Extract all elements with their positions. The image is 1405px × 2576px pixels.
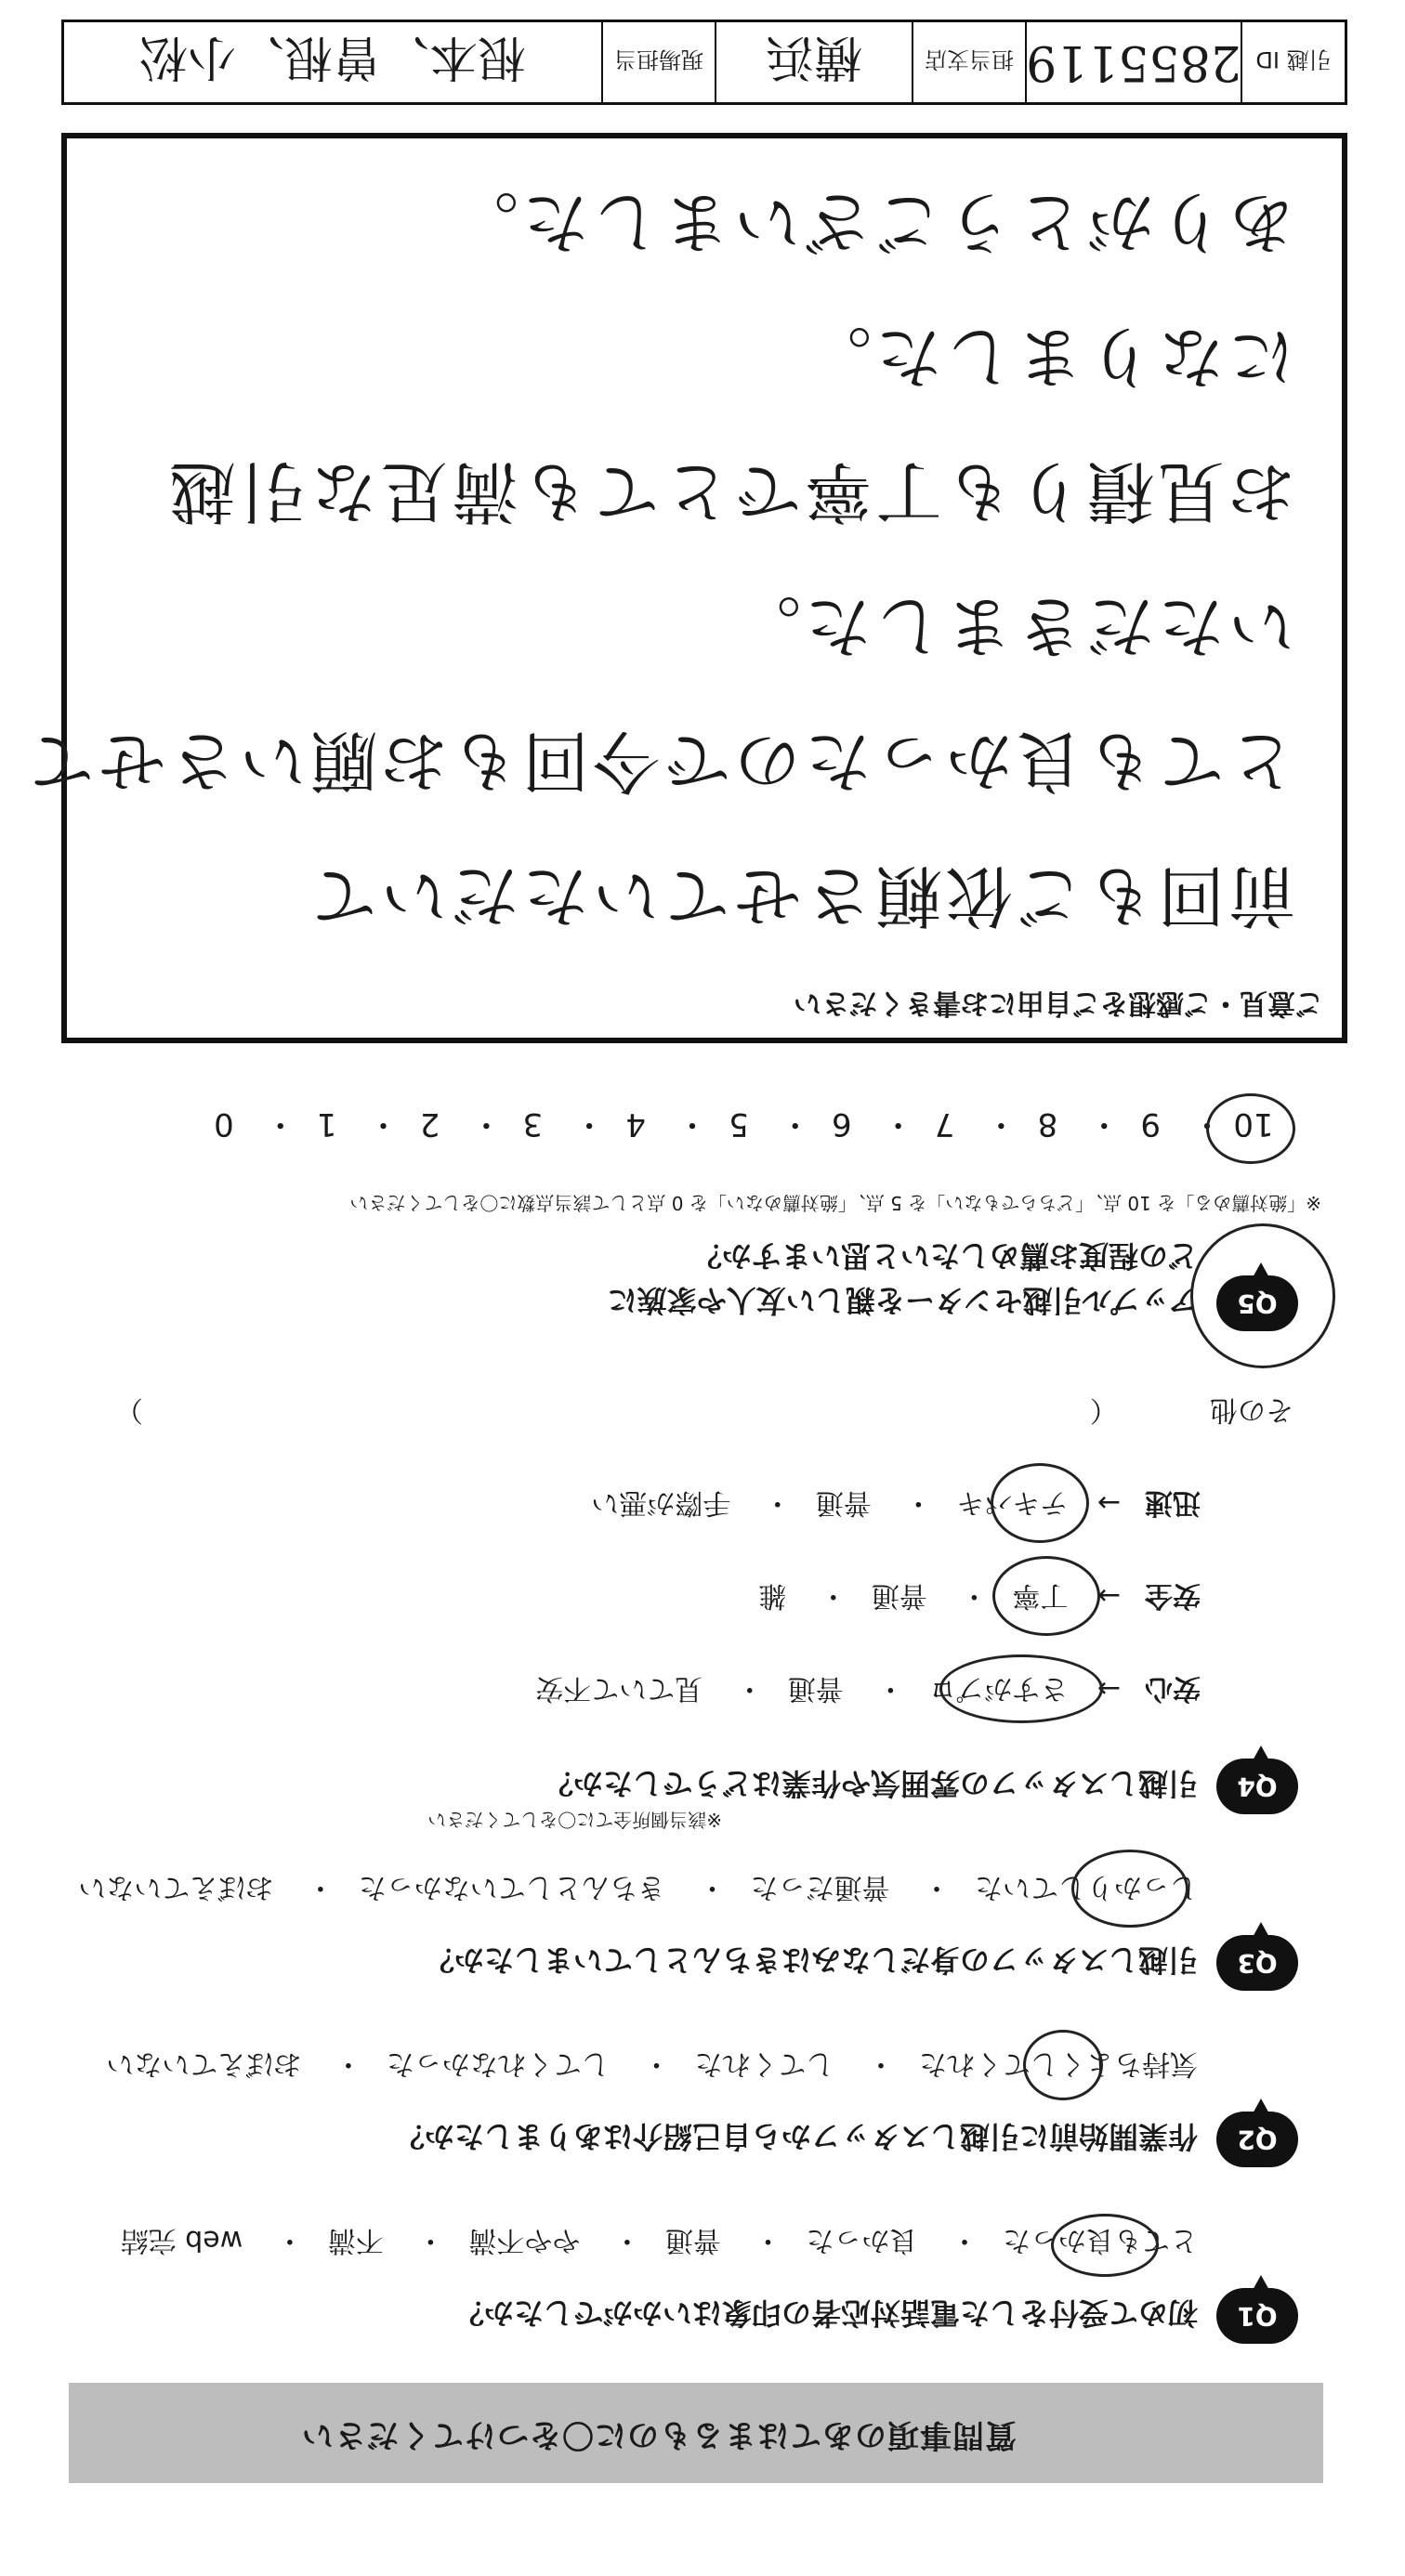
scale-point[interactable]: 3 (522, 1105, 544, 1143)
q2-options: 気持ちよくしてくれた・ してくれた・ してくれなかった・ おぼえていない (106, 2046, 1198, 2087)
q1-option[interactable]: とても良かった (1003, 2224, 1198, 2256)
arrow-icon: → (1096, 1579, 1121, 1612)
staff-value: 根本、曽根、小松 (139, 29, 527, 85)
q1-option[interactable]: web 完結 (120, 2224, 243, 2256)
q2-selection-circle (1023, 2030, 1103, 2100)
q3-text: 引越しスタッフの身だしなみはきちんとしていましたか？ (424, 1942, 1198, 1978)
q5-text-line2: どの程度お薦めしたいと思いますか？ (691, 1238, 1198, 1274)
comment-line: お見積りも丁寧でとても満足な引越 (164, 452, 1295, 530)
comment-title: ご意見・ご感想をご自由にお書きください (794, 987, 1323, 1019)
q4-row-label: 迅速 (1145, 1486, 1201, 1519)
scale-point[interactable]: 0 (214, 1105, 234, 1143)
q4-other-label: その他 (1210, 1393, 1293, 1426)
q3-option[interactable]: 普通だった (750, 1871, 890, 1903)
q4-text: 引越しスタッフの雰囲気や作業はどうでしたか？ (543, 1766, 1198, 1801)
q5-note: ※「絶対薦める」を 10 点、「どちらでもない」を 5 点、「絶対薦めない」を 0 点として該当点数に〇をしてください (349, 1192, 1321, 1214)
q1-option[interactable]: やや不満 (468, 2224, 581, 2256)
q4-jinsoku-selection-circle (991, 1463, 1089, 1543)
scale-point[interactable]: 1 (316, 1105, 337, 1143)
comment-line: いただきました。 (729, 587, 1295, 665)
comment-line: になりました。 (800, 318, 1295, 396)
q4-option[interactable]: 手際が悪い (591, 1486, 731, 1519)
q3-selection-circle (1071, 1850, 1188, 1928)
q4-option[interactable]: 見ていて不安 (535, 1672, 703, 1705)
q4-other-open: （ (1089, 1393, 1118, 1426)
q4-row-label: 安全 (1145, 1579, 1201, 1612)
q1-options: とても良かった・ 良かった・ 普通・ やや不満・ 不満・ web 完結 (121, 2223, 1198, 2264)
arrow-icon: → (1096, 1486, 1121, 1519)
q3-option[interactable]: おぼえていない (78, 1871, 274, 1903)
q1-option[interactable]: 普通 (664, 2224, 721, 2256)
branch-value: 横浜 (715, 22, 912, 102)
q4-row-anzen: 安全→ 丁寧・ 普通・ 雑 (758, 1578, 1201, 1619)
q2-option[interactable]: 気持ちよくしてくれた (919, 2047, 1198, 2080)
footer-table (61, 20, 1347, 105)
q4-option[interactable]: 雑 (758, 1579, 787, 1612)
scale-point[interactable]: 7 (934, 1105, 955, 1143)
comment-box[interactable] (23, 133, 1347, 1043)
q4-other-close: ） (114, 1393, 143, 1426)
header-band-text: 質問事項のあてはまるものに〇をつけてください (301, 2416, 1017, 2453)
q3-options: しっかりしていた・ 普通だった・ きちんとしていなかった・ おぼえていない (78, 1870, 1198, 1911)
q5-selection-circle (1206, 1093, 1295, 1164)
branch-label: 担当支店 (912, 22, 1025, 102)
q3-option[interactable]: しっかりしていた (975, 1871, 1198, 1903)
scale-point[interactable]: 8 (1037, 1105, 1058, 1143)
q3-badge: Q3 (1216, 1935, 1298, 1991)
q4-anshin-selection-circle (939, 1654, 1103, 1723)
scale-point[interactable]: 2 (419, 1105, 440, 1143)
scale-point[interactable]: 6 (831, 1105, 852, 1143)
scale-point[interactable]: 5 (729, 1105, 749, 1143)
q1-selection-circle (1051, 2214, 1159, 2277)
q5-badge: Q5 (1216, 1275, 1298, 1331)
q4-option[interactable]: 普通 (815, 1486, 872, 1519)
q1-option[interactable]: 不満 (327, 2224, 384, 2256)
header-band (69, 2383, 1323, 2483)
q4-row-jinsoku: 迅速→ テキパキ・ 普通・ 手際が悪い (591, 1485, 1201, 1526)
q5-text-line1: アップル引越センターを親しい友人や家族に (607, 1283, 1198, 1318)
q2-option[interactable]: してくれた (694, 2047, 834, 2080)
q3-option[interactable]: きちんとしていなかった (358, 1871, 665, 1903)
q5-badge-circle (1190, 1223, 1335, 1368)
comment-line: ありがとうございました。 (447, 183, 1295, 261)
q4-row-anshin: 安心→ さすがプロ・ 普通・ 見ていて不安 (535, 1671, 1201, 1712)
scale-point[interactable]: 9 (1140, 1105, 1162, 1143)
q2-badge: Q2 (1216, 2112, 1298, 2167)
scale-point[interactable]: 10 (1233, 1105, 1274, 1143)
id-value: 2855119 (1025, 22, 1241, 102)
q4-option[interactable]: テキパキ (956, 1486, 1069, 1519)
q4-anzen-selection-circle (992, 1556, 1100, 1636)
q4-option[interactable]: 普通 (871, 1579, 927, 1612)
q4-row-label: 安心 (1145, 1672, 1201, 1705)
comment-line: とても良かったので今回もお願いさせて (23, 722, 1295, 800)
q2-text: 作業開始前に引越しスタッフから自己紹介はありましたか？ (394, 2119, 1198, 2154)
q5-scale: 10・ 9・ 8・ 7・ 6・ 5・ 4・ 3・ 2・ 1・ 0 (193, 1105, 1284, 1150)
q1-option[interactable]: 良かった (806, 2224, 918, 2256)
q1-text: 初めて受付をした電話対応者の印象はいかがでしたか？ (453, 2295, 1198, 2331)
q2-option[interactable]: おぼえていない (106, 2047, 302, 2080)
q4-other (115, 1393, 1293, 1433)
arrow-icon: → (1096, 1672, 1121, 1705)
q4-badge: Q4 (1216, 1759, 1298, 1814)
scale-point[interactable]: 4 (625, 1105, 646, 1143)
q2-option[interactable]: してくれなかった (386, 2047, 610, 2080)
q4-note: ※該当個所全てに〇をしてください (427, 1809, 722, 1831)
id-label: 引越 ID (1241, 22, 1345, 102)
q4-option[interactable]: さすがプロ (928, 1672, 1069, 1705)
q4-option[interactable]: 丁寧 (1012, 1579, 1069, 1612)
comment-line: 前回もご依頼させていただいて (306, 856, 1295, 935)
q1-badge: Q1 (1216, 2288, 1298, 2344)
q4-option[interactable]: 普通 (787, 1672, 844, 1705)
staff-label: 現場担当 (601, 22, 715, 102)
